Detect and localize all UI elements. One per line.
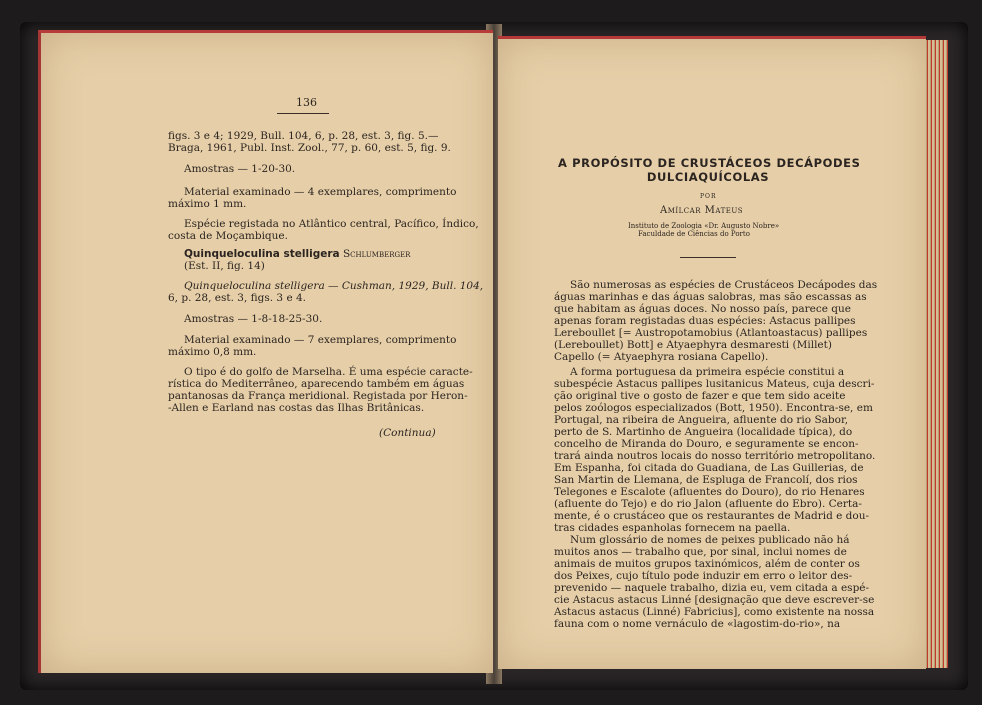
amostras-2: Amostras — 1-8-18-25-30. <box>184 313 323 325</box>
synonymy-line: Quinqueloculina stelligera — Cushman, 1929, Bull. 104, <box>184 280 484 292</box>
affiliation: Faculdade de Ciências do Porto <box>638 230 750 238</box>
para-line: San Martin de Llemana, de Espluga de Francolí, dos rios <box>554 474 858 486</box>
material-line: Material examinado — 7 exemplares, comprimento <box>184 334 457 346</box>
continua-note: (Continua) <box>379 427 436 439</box>
material-line: máximo 1 mm. <box>168 198 247 210</box>
para-line: Capello (= Atyaephyra rosiana Capello). <box>554 351 769 363</box>
para-line: Portugal, na ribeira de Angueira, afluente do rio Sabor, <box>554 414 849 426</box>
reference-line: figs. 3 e 4; 1929, Bull. 104, 6, p. 28, est. 3, fig. 5.— <box>168 130 439 142</box>
distribution-line: Espécie registada no Atlântico central, Pacífico, Índico, <box>184 218 479 230</box>
para-line: dos Peixes, cujo título pode induzir em erro o leitor des- <box>554 570 853 582</box>
para-line: Telegones e Escalote (afluentes do Douro), do rio Henares <box>554 486 865 498</box>
para-line: apenas foram registadas duas espécies: Astacus pallipes <box>554 315 856 327</box>
por-label: POR <box>700 193 717 200</box>
para-line: (Lereboullet) Bott] e Atyaephyra desmaresti (Millet) <box>554 339 832 351</box>
reference-line: Braga, 1961, Publ. Inst. Zool., 77, p. 60, est. 5, fig. 9. <box>168 142 451 154</box>
type-locality-line: pantanosas da França meridional. Registada por Heron- <box>168 390 468 402</box>
type-locality-line: -Allen e Earland nas costas das Ilhas Britânicas. <box>168 402 425 414</box>
amostras-1: Amostras — 1-20-30. <box>184 163 296 175</box>
species-plate: (Est. II, fig. 14) <box>184 260 265 272</box>
para-line: Num glossário de nomes de peixes publicado não há <box>570 534 850 546</box>
para-line: Lereboullet [= Austropotamobius (Atlantoastacus) pallipes <box>554 327 868 339</box>
species-heading <box>184 248 410 260</box>
article-title: A PROPÓSITO DE CRUSTÁCEOS DECÁPODES <box>558 156 861 170</box>
para-line: A forma portuguesa da primeira espécie constitui a <box>570 366 845 378</box>
para-line: Astacus astacus (Linné) Fabricius], como existente na nossa <box>554 606 875 618</box>
article-title: DULCIAQUÍCOLAS <box>646 170 770 184</box>
page-number-rule <box>277 113 329 114</box>
para-line: muitos anos — trabalho que, por sinal, inclui nomes de <box>554 546 847 558</box>
affiliation: Instituto de Zoologia «Dr. Augusto Nobre» <box>628 222 780 230</box>
para-line: prevenido — naquele trabalho, dizia eu, vem citada a espé- <box>554 582 870 594</box>
para-line: que habitam as águas doces. No nosso país, parece que <box>554 303 851 315</box>
para-line: (afluente do Tejo) e do rio Jalon (afluente do Ebro). Certa- <box>554 498 862 510</box>
species-author: Schlumberger <box>342 248 411 260</box>
para-line: fauna com o nome vernáculo de «lagostim-do-rio», na <box>554 618 841 630</box>
page-edges <box>924 40 948 668</box>
distribution-line: costa de Moçambique. <box>168 230 288 242</box>
para-line: tras cidades espanholas fornecem na paella. <box>554 522 791 534</box>
para-line: ção original tive o gosto de fazer e que tem sido aceite <box>554 390 846 402</box>
para-line: Em Espanha, foi citada do Guadiana, de Las Guillerias, de <box>554 462 864 474</box>
material-line: máximo 0,8 mm. <box>168 346 257 358</box>
material-line: Material examinado — 4 exemplares, comprimento <box>184 186 457 198</box>
para-line: pelos zoólogos especializados (Bott, 1950). Encontra-se, em <box>554 402 873 414</box>
para-line: subespécie Astacus pallipes lusitanicus Mateus, cuja descri- <box>554 378 875 390</box>
para-line: concelho de Miranda do Douro, e seguramente se encon- <box>554 438 859 450</box>
type-locality-line: rística do Mediterrâneo, aparecendo também em águas <box>168 378 465 390</box>
para-line: animais de muitos grupos taxinómicos, além de conter os <box>554 558 860 570</box>
synonymy-line: 6, p. 28, est. 3, figs. 3 e 4. <box>168 292 307 304</box>
species-name: Quinqueloculina stelligera <box>184 248 340 260</box>
para-line: trará ainda noutros locais do nosso território metropolitano. <box>554 450 876 462</box>
right-page <box>498 36 926 669</box>
author-name: Amílcar Mateus <box>660 205 744 216</box>
para-line: perto de S. Martinho de Angueira (localidade típica), do <box>554 426 853 438</box>
type-locality-line: O tipo é do golfo de Marselha. É uma espécie caracte- <box>184 366 473 378</box>
left-page <box>38 30 493 673</box>
para-line: São numerosas as espécies de Crustáceos Decápodes das <box>570 279 878 291</box>
para-line: cie Astacus astacus Linné [designação que deve escrever-se <box>554 594 875 606</box>
para-line: águas marinhas e das águas salobras, mas são escassas as <box>554 291 867 303</box>
title-rule <box>680 257 736 258</box>
page-number: 136 <box>296 96 317 109</box>
para-line: mente, é o crustáceo que os restaurantes de Madrid e dou- <box>554 510 870 522</box>
